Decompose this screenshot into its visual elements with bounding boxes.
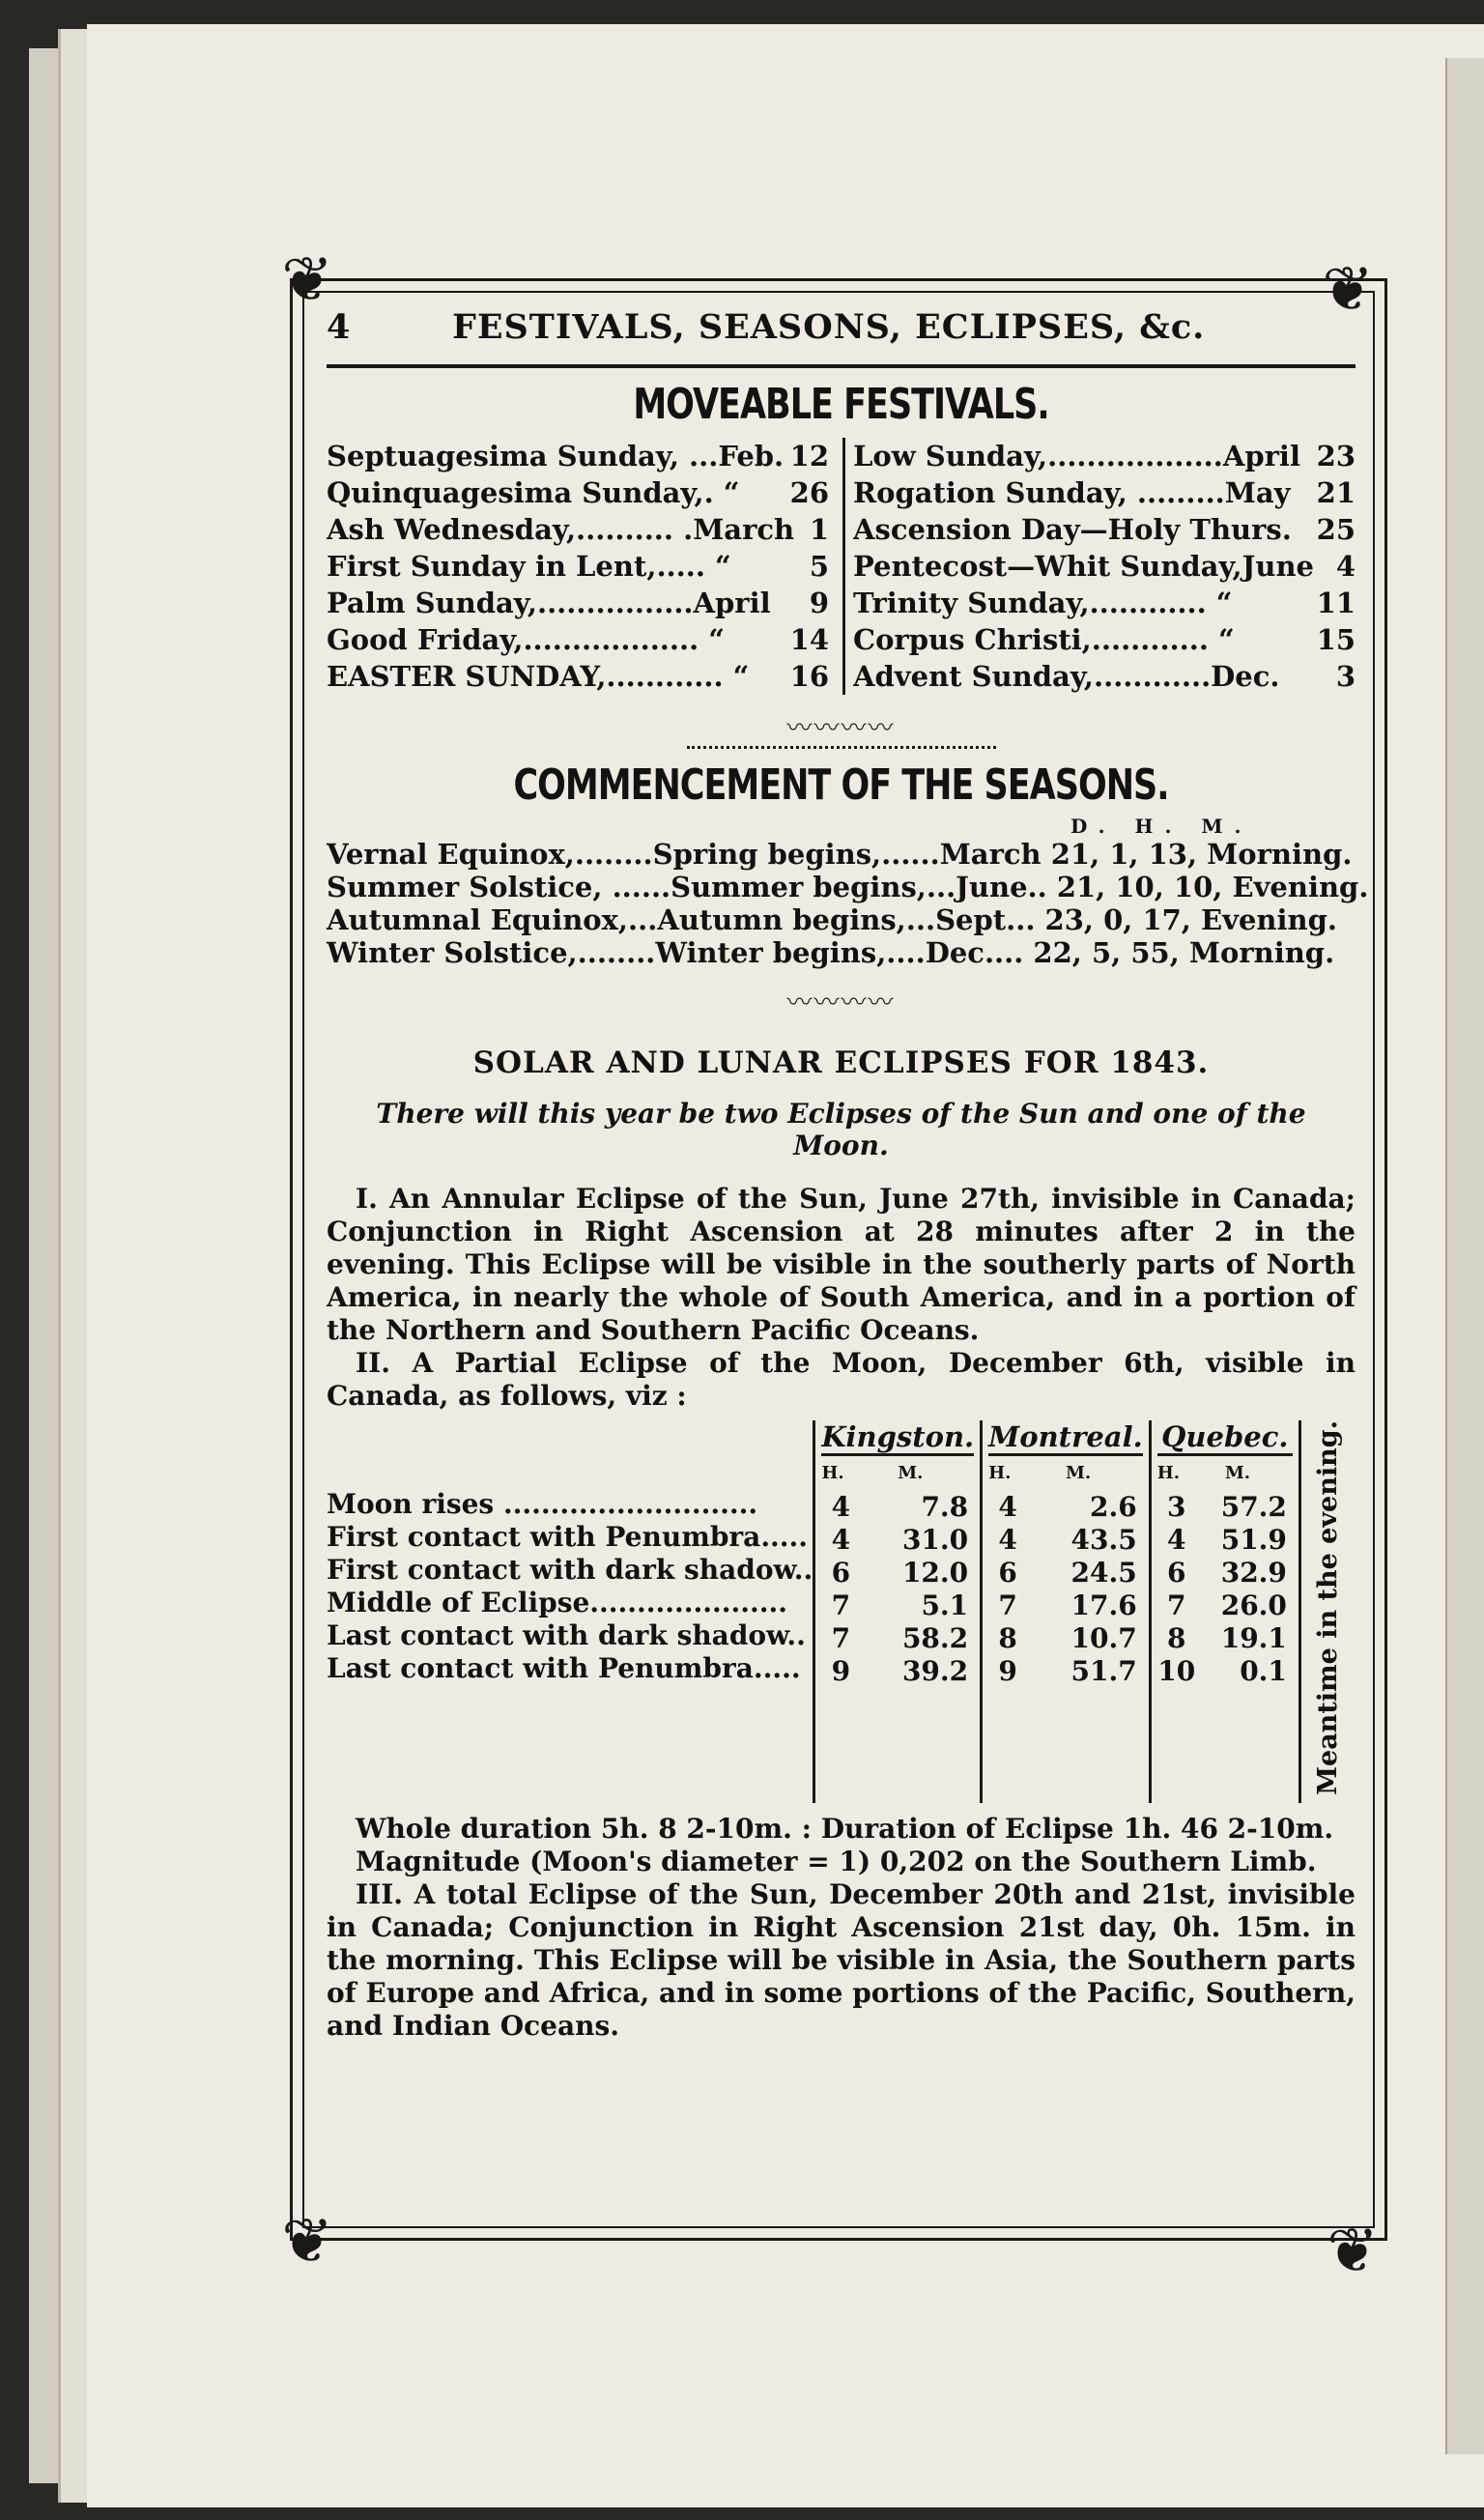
festival-name: Quinquagesima Sunday,. “	[327, 476, 740, 509]
season-row: Autumnal Equinox,...Autumn begins,...Sept... 23, 0, 17, Evening.	[327, 903, 1337, 936]
festival-day: 25	[1316, 513, 1356, 546]
hours-value: 4	[831, 1491, 851, 1523]
moveable-festivals-heading: MOVEABLE FESTIVALS.	[633, 381, 1049, 429]
eclipse-time-row	[988, 1622, 1143, 1655]
time-units: H. M.	[1156, 1463, 1251, 1483]
festival-day: 4	[1335, 550, 1356, 583]
festival-row	[853, 511, 1356, 548]
eclipse-duration: Whole duration 5h. 8 2-10m. : Duration of Eclipse 1h. 46 2-10m.	[356, 1812, 1334, 1845]
minutes-value: 7.8	[921, 1491, 969, 1523]
minutes-value: 51.9	[1220, 1524, 1287, 1556]
minutes-value: 32.9	[1220, 1557, 1287, 1589]
eclipse-time-row	[1157, 1491, 1293, 1524]
festival-name: Good Friday,.................. “	[327, 623, 725, 656]
corner-ornament-icon: ❦	[281, 244, 333, 316]
eclipse-time-row	[988, 1557, 1143, 1589]
hours-value: 4	[998, 1524, 1017, 1556]
hours-value: 7	[998, 1589, 1017, 1621]
festival-day: 26	[789, 476, 829, 509]
festival-name: Septuagesima Sunday, ...Feb.	[327, 440, 785, 472]
festival-day: 16	[789, 660, 829, 693]
hours-value: 4	[1166, 1524, 1186, 1556]
festival-name: First Sunday in Lent,..... “	[327, 550, 731, 583]
festival-name: Ascension Day—Holy Thurs.	[853, 513, 1292, 546]
seasons-units: D. H. M.	[1070, 815, 1253, 838]
eclipse-time-row	[1157, 1622, 1293, 1655]
eclipse-time-row	[988, 1655, 1143, 1688]
eclipse-time-row	[988, 1524, 1143, 1557]
festival-row	[327, 548, 829, 585]
hours-value: 9	[998, 1655, 1017, 1687]
minutes-value: 19.1	[1220, 1622, 1287, 1654]
hours-value: 10	[1157, 1655, 1196, 1687]
eclipse-time-row	[821, 1524, 974, 1557]
minutes-value: 0.1	[1240, 1655, 1287, 1687]
hours-value: 3	[1166, 1491, 1186, 1523]
city-name: Montreal.	[988, 1420, 1143, 1456]
festival-name: Rogation Sunday, .........May	[853, 476, 1291, 509]
page-header	[327, 307, 1356, 347]
eclipse-time-row	[1157, 1589, 1293, 1622]
festival-row	[853, 585, 1356, 621]
festival-day: 5	[809, 550, 829, 583]
page-number: 4	[327, 307, 352, 347]
eclipse-time-row	[988, 1589, 1143, 1622]
hours-value: 6	[1166, 1557, 1186, 1589]
hours-value: 6	[831, 1557, 851, 1589]
meantime-note: Meantime in the evening.	[1312, 1420, 1343, 1795]
eclipse-phase-label: Middle of Eclipse.....................	[327, 1587, 787, 1618]
city-name: Quebec.	[1157, 1420, 1293, 1456]
minutes-value: 12.0	[901, 1557, 969, 1589]
hours-value: 9	[831, 1655, 851, 1687]
festivals-right-column	[845, 438, 1356, 695]
eclipse-time-row	[821, 1589, 974, 1622]
festival-row	[853, 438, 1356, 474]
corner-ornament-icon: ❦	[281, 2206, 333, 2277]
eclipse-paragraph-3: III. A total Eclipse of the Sun, December 20th and 21st, invisible in Canada; Conjunction in Right Ascension 21st day, 0h. 15m. in the morning. This Eclipse will be visible in Asia, the Southern parts of Europe and Africa, and in some portions of the Pacific, Southern, and Indian Oceans.	[327, 1877, 1356, 2042]
eclipse-phase-label: Last contact with dark shadow..	[327, 1619, 806, 1651]
festival-name: Corpus Christi,............ “	[853, 623, 1235, 656]
moveable-festivals-table	[327, 438, 1356, 695]
festival-name: Palm Sunday,................April	[327, 587, 771, 619]
minutes-value: 26.0	[1220, 1589, 1287, 1621]
eclipse-time-row	[821, 1655, 974, 1688]
hours-value: 4	[998, 1491, 1017, 1523]
header-rule	[327, 364, 1356, 368]
next-page-edge	[1445, 58, 1484, 2454]
festival-row	[853, 621, 1356, 658]
festival-name: Ash Wednesday,.......... .March	[327, 513, 795, 546]
festival-day: 14	[789, 623, 829, 656]
festival-day: 12	[789, 440, 829, 472]
festival-name: Advent Sunday,............Dec.	[853, 660, 1280, 693]
festival-day: 3	[1335, 660, 1356, 693]
festival-row	[853, 548, 1356, 585]
festival-day: 9	[809, 587, 829, 619]
corner-ornament-icon: ❦	[1322, 254, 1374, 326]
eclipse-phase-labels	[327, 1420, 813, 1803]
eclipse-time-row	[988, 1491, 1143, 1524]
seasons-list	[327, 838, 1369, 969]
hours-value: 8	[998, 1622, 1017, 1654]
eclipse-paragraph-1: I. An Annular Eclipse of the Sun, June 27th, invisible in Canada; Conjunction in Right Ascension at 28 minutes after 2 in the evening. This Eclipse will be visible in the southerly parts of North America, in nearly the whole of South America, and in a portion of the Northern and Southern Pacific Oceans.	[327, 1183, 1356, 1346]
festivals-left-column	[327, 438, 845, 695]
eclipse-magnitude: Magnitude (Moon's diameter = 1) 0,202 on the Southern Limb.	[356, 1845, 1317, 1877]
festival-row	[327, 438, 829, 474]
dotted-divider	[687, 746, 996, 749]
corner-ornament-icon: ❦	[1327, 2216, 1379, 2287]
eclipse-time-row	[821, 1557, 974, 1589]
minutes-value: 39.2	[901, 1655, 969, 1687]
eclipse-time-row	[1157, 1655, 1293, 1688]
page-content	[327, 307, 1369, 2043]
festival-row	[327, 658, 829, 695]
montreal-column	[980, 1420, 1149, 1803]
festival-row	[853, 658, 1356, 695]
hours-value: 7	[1166, 1589, 1186, 1621]
lunar-eclipse-table	[327, 1420, 1356, 1803]
hours-value: 7	[831, 1589, 851, 1621]
kingston-column	[813, 1420, 980, 1803]
minutes-value: 2.6	[1090, 1491, 1137, 1523]
wave-divider: 〰〰〰〰	[786, 714, 896, 743]
eclipse-phase-label: First contact with Penumbra.....	[327, 1521, 809, 1553]
season-row: Summer Solstice, ......Summer begins,...June.. 21, 10, 10, Evening.	[327, 871, 1369, 903]
eclipse-phase-label: Moon rises ...........................	[327, 1488, 758, 1520]
time-units: H. M.	[988, 1463, 1092, 1483]
eclipses-heading: SOLAR AND LUNAR ECLIPSES FOR 1843.	[472, 1045, 1210, 1080]
quebec-column	[1149, 1420, 1301, 1803]
minutes-value: 51.7	[1070, 1655, 1137, 1687]
eclipse-phase-label: Last contact with Penumbra.....	[327, 1652, 801, 1684]
festival-row	[853, 474, 1356, 511]
minutes-value: 17.6	[1070, 1589, 1137, 1621]
festival-row	[327, 474, 829, 511]
hours-value: 6	[998, 1557, 1017, 1589]
festival-name: Low Sunday,..................April	[853, 440, 1300, 472]
eclipse-time-row	[821, 1491, 974, 1524]
seasons-heading: COMMENCEMENT OF THE SEASONS.	[513, 761, 1169, 810]
city-name: Kingston.	[821, 1420, 974, 1456]
eclipse-phase-label: First contact with dark shadow..	[327, 1554, 813, 1586]
hours-value: 8	[1166, 1622, 1186, 1654]
eclipse-time-row	[1157, 1524, 1293, 1557]
festival-row	[327, 621, 829, 658]
festival-day: 15	[1316, 623, 1356, 656]
eclipses-subheading: There will this year be two Eclipses of the Sun and one of the Moon.	[376, 1098, 1306, 1161]
wave-divider: 〰〰〰〰	[786, 988, 896, 1017]
minutes-value: 57.2	[1220, 1491, 1287, 1523]
time-units: H. M.	[821, 1463, 924, 1483]
minutes-value: 10.7	[1070, 1622, 1137, 1654]
hours-value: 7	[831, 1622, 851, 1654]
festival-name: Pentecost—Whit Sunday,June	[853, 550, 1314, 583]
festival-day: 11	[1316, 587, 1356, 619]
minutes-value: 31.0	[901, 1524, 969, 1556]
eclipse-paragraph-2: II. A Partial Eclipse of the Moon, December 6th, visible in Canada, as follows, viz :	[327, 1347, 1356, 1412]
season-row: Vernal Equinox,........Spring begins,......March 21, 1, 13, Morning.	[327, 838, 1353, 871]
festival-name: Trinity Sunday,............ “	[853, 587, 1233, 619]
minutes-value: 24.5	[1070, 1557, 1137, 1589]
festival-day: 23	[1316, 440, 1356, 472]
page-title: FESTIVALS, SEASONS, ECLIPSES, &c.	[452, 307, 1206, 347]
festival-day: 21	[1316, 476, 1356, 509]
festival-row	[327, 585, 829, 621]
eclipse-time-row	[1157, 1557, 1293, 1589]
festival-name: EASTER SUNDAY,............ “	[327, 660, 750, 693]
hours-value: 4	[831, 1524, 851, 1556]
minutes-value: 58.2	[901, 1622, 969, 1654]
festival-row	[327, 511, 829, 548]
festival-day: 1	[809, 513, 829, 546]
minutes-value: 43.5	[1070, 1524, 1137, 1556]
season-row: Winter Solstice,........Winter begins,....Dec.... 22, 5, 55, Morning.	[327, 936, 1335, 969]
eclipse-time-row	[821, 1622, 974, 1655]
minutes-value: 5.1	[921, 1589, 969, 1621]
